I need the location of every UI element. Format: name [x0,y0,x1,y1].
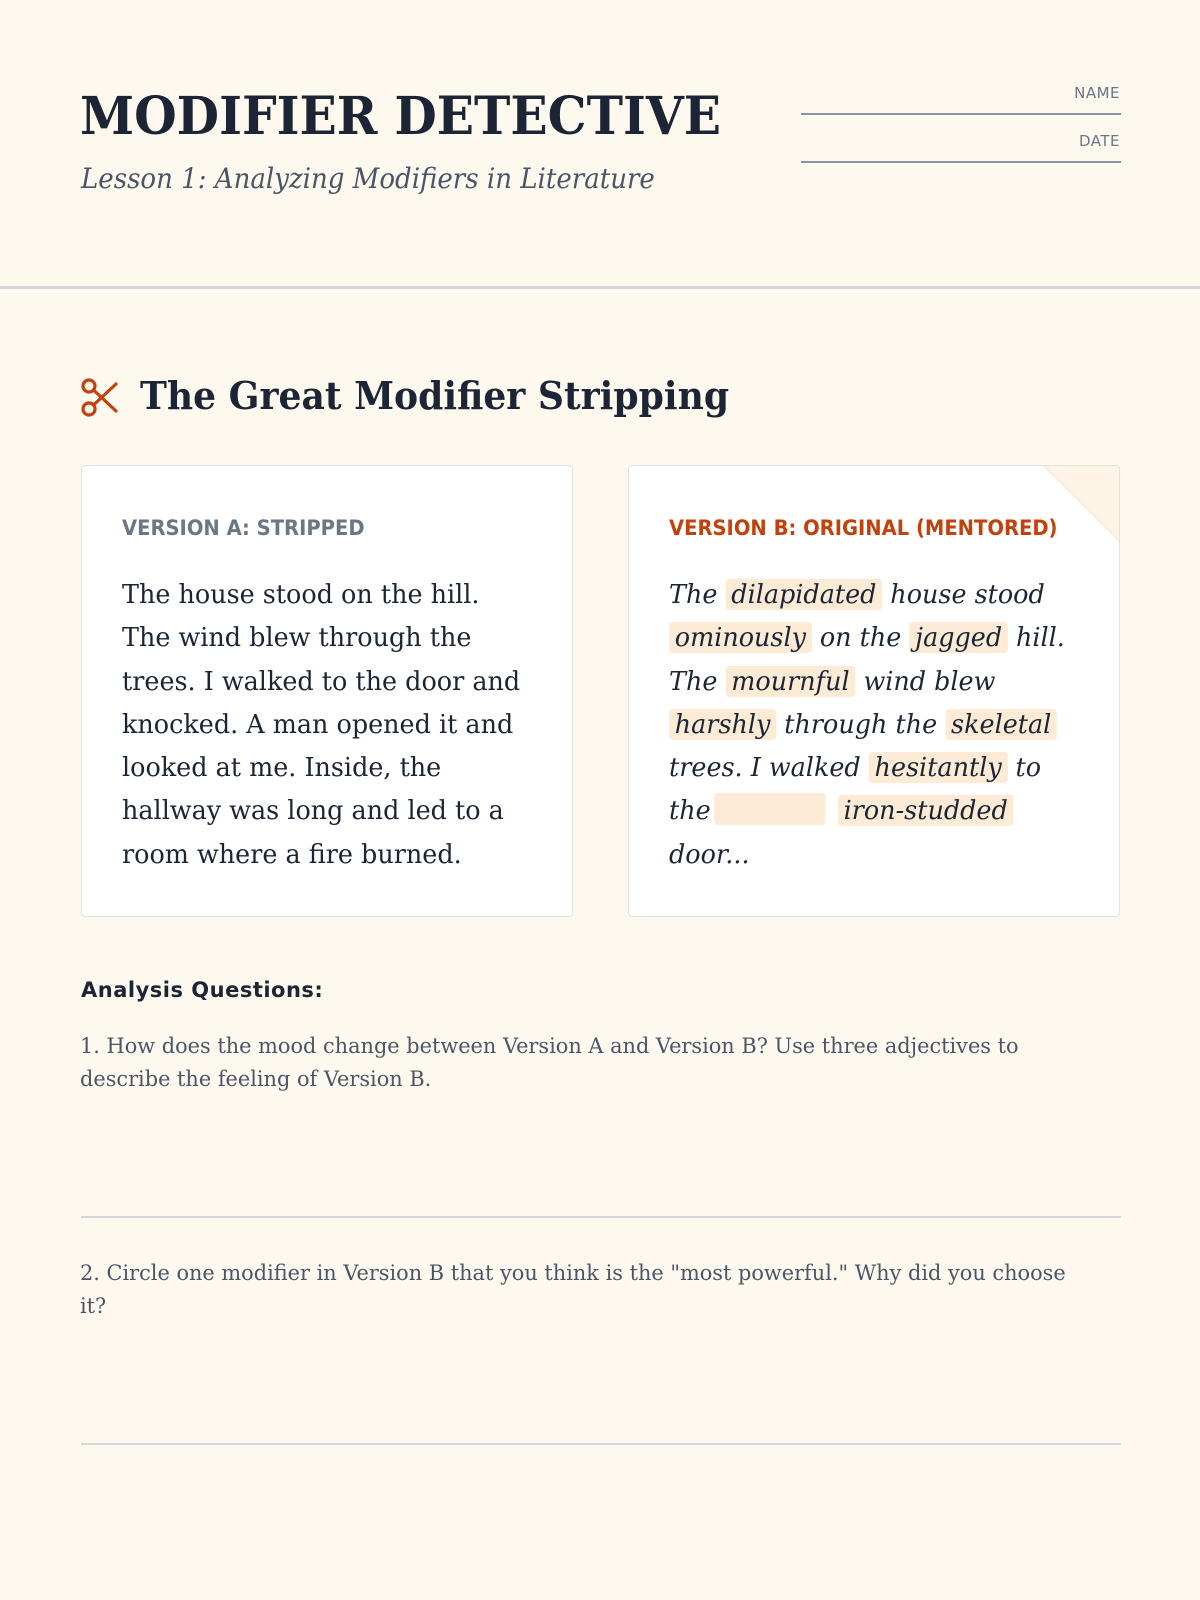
worksheet-subtitle: Lesson 1: Analyzing Modifiers in Literature [81,162,655,195]
modifier-blank[interactable] [715,793,826,825]
name-field[interactable] [801,113,1121,115]
text-line: room where a fire burned. [122,838,462,870]
name-label: NAME [1074,84,1120,102]
text-line: The dilapidated house stood [669,579,1045,610]
version-b-label: VERSION B: ORIGINAL (MENTORED) [669,516,1058,540]
text-line: knocked. A man opened it and [122,708,514,740]
modifier-highlight[interactable]: mournful [726,666,856,697]
answer-line-2[interactable] [81,1443,1121,1445]
text-line: harshly through the skeletal [669,703,1082,746]
text-line: ominously on the jagged hill. [669,616,1082,659]
analysis-heading: Analysis Questions: [81,978,324,1002]
text-line: The house stood on the hill. [122,579,480,610]
date-label: DATE [1078,132,1120,150]
text-line: door... [669,838,750,870]
scissors-icon [80,378,120,418]
text-line: trees. I walked to the door and [122,665,521,697]
version-b-card [628,465,1120,917]
text-line: looked at me. Inside, the [122,752,442,784]
version-a-label: VERSION A: STRIPPED [122,516,365,540]
modifier-highlight[interactable]: hesitantly [869,752,1008,783]
question-2: 2. Circle one modifier in Version B that you think is the "most powerful." Why did you choose it? [80,1261,1066,1319]
modifier-highlight[interactable]: skeletal [945,709,1057,740]
modifier-highlight[interactable]: iron-studded [838,795,1014,826]
text-line: The wind blew through the [122,622,472,654]
text-line: the iron-studded [669,789,1082,832]
version-b-text [669,573,1082,876]
modifier-highlight[interactable]: dilapidated [726,579,883,610]
modifier-highlight[interactable]: ominously [669,622,812,653]
version-a-card [81,465,573,917]
date-field[interactable] [801,161,1121,163]
version-a-text [122,573,525,876]
text-line: hallway was long and led to a [122,795,504,827]
worksheet-header [0,0,1200,289]
modifier-highlight[interactable]: jagged [909,622,1007,653]
section-title: The Great Modifier Stripping [140,373,730,418]
worksheet-title: MODIFIER DETECTIVE [80,86,722,147]
answer-line-1[interactable] [81,1216,1121,1218]
modifier-highlight[interactable]: harshly [669,709,776,740]
question-1: 1. How does the mood change between Version A and Version B? Use three adjectives to describe the feeling of Version B. [80,1034,1019,1092]
text-line: trees. I walked hesitantly to [669,752,1042,784]
text-line: The mournful wind blew [669,665,996,697]
